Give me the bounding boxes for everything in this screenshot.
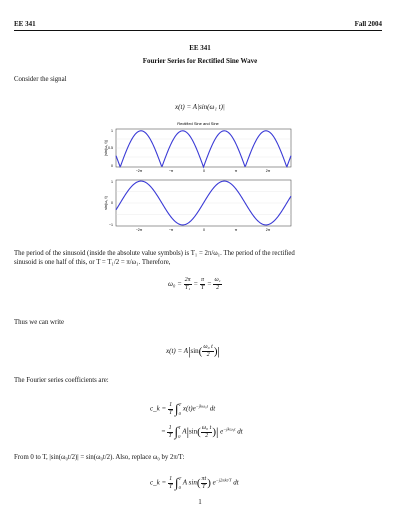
frac [167,425,172,440]
bottom-xtick: π [234,228,238,232]
from-text: From 0 to T, |sin(ω₀t/2)| = sin(ω₀t/2). Also, replace ω₀ by 2π/T: [14,454,185,461]
abs-bar: | [215,424,219,439]
frac-num: 1 [169,475,173,482]
period-text-2: sinusoid is one half of this, or T = T₁/2 = π/ω₁. Therefore, [14,259,171,266]
coeffs-text: The Fourier series coefficients are: [14,377,109,384]
frac-num: 1 [169,401,173,408]
bottom-ytick-1: 1 [111,180,113,184]
eq-c1 [150,400,215,418]
frac-num: π [201,277,205,283]
header-course: EE 341 [14,20,36,28]
period-text-1: The period of the sinusoid (inside the absolute value symbols) is T₁ = 2π/ω₁. The period of the rectified [14,250,295,257]
top-xtick: 0 [203,169,205,173]
integral-sign: ∫ [175,475,179,490]
eq-c3 [150,474,239,492]
equals: = [206,280,212,289]
exponent: −jkω₀t [195,403,208,409]
equals: = [161,478,167,487]
top-ytick-05: 0.5 [108,146,113,150]
sin-text: sin [188,427,198,436]
limits [179,474,182,492]
frac [202,344,214,359]
lower-limit: 0 [178,434,181,439]
equals: = [193,280,199,289]
top-xtick: −2π [135,169,143,173]
eq-write-lhs: x(t) = A [166,347,189,356]
title-subject: Fourier Series for Rectified Sine Wave [142,57,258,65]
paren: ) [213,345,218,358]
header-term: Fall 2004 [354,20,382,28]
thus-text: Thus we can write [14,319,65,326]
eq-omega-lhs: ω₀ = [168,280,182,289]
e-base: e [220,427,224,436]
top-series-line [116,131,291,167]
dt: dt [209,404,216,413]
top-xtick: 2π [265,169,271,173]
page-header [14,20,382,28]
equals: = [161,427,166,436]
bottom-ytick-m1: −1 [108,223,113,227]
frac-den: T [168,409,173,416]
exponent: −jkω₀t [223,426,236,432]
integral-sign: ∫ [175,401,179,416]
consider-text: Consider the signal [14,76,67,83]
frac-den: 2 [205,432,209,439]
bottom-xtick: 2π [265,228,271,232]
frac [168,476,173,491]
top-grid [116,139,291,157]
bottom-xtick: 0 [203,228,205,232]
bottom-ytick-0: 0 [111,201,113,205]
abs-bar: | [188,344,191,358]
integral-sign: ∫ [174,424,179,439]
upper-limit: T [178,476,182,481]
upper-limit: T [178,425,181,430]
frac [168,402,173,417]
top-ytick-0: 0 [111,164,113,168]
frac-num: πt [201,475,207,482]
dt: dt [233,478,239,487]
frac [200,277,205,292]
lower-limit: 0 [178,485,181,490]
title-course: EE 341 [189,44,211,52]
frac-num: ω₀ t [203,344,213,350]
upper-limit: T [178,402,182,407]
frac [213,277,221,292]
eq-omega [168,277,222,292]
frac-den: 2 [216,285,220,291]
frac [201,425,213,440]
amplitude-sin: A sin [182,478,197,487]
eq-c2 [161,423,243,441]
bottom-xtick: −2π [135,228,143,232]
frac-den: T [200,285,205,291]
frac-num: 1 [168,424,172,431]
paren: ) [207,477,211,489]
equals: = [161,404,167,413]
frac-den: T [202,483,206,490]
frac-den: T₁ [184,285,191,291]
frac-den: T [168,432,172,439]
figure [0,119,400,239]
frac-den: T [168,483,173,490]
exponent: −j2πkt/T [215,477,232,483]
lower-limit: 0 [178,411,181,416]
paren: ( [198,345,203,358]
e-base: e [212,478,216,487]
ck: c_k [150,478,160,487]
top-ytick-1: 1 [111,129,113,133]
frac [184,277,192,292]
ck: c_k [150,404,160,413]
sin-text: sin [190,347,199,356]
integrand: x(t)e [182,404,196,413]
abs-bar: | [217,344,220,358]
top-xtick: −π [168,169,174,173]
amplitude: A [182,427,187,436]
limits [179,400,182,418]
paren: ) [212,426,216,438]
paren: ( [197,426,201,438]
top-xtick: π [234,169,238,173]
bottom-xtick: −π [168,228,174,232]
frac-den: 2 [206,352,210,358]
frac-num: 2π [184,277,191,283]
paren: ( [196,477,201,489]
eq-write [166,344,220,359]
limits [178,423,181,441]
dt: dt [237,427,243,436]
header-rule [14,30,382,31]
top-plot-title: Rectified Sine and Sine [177,121,219,126]
frac-num: ω₁ [214,277,221,283]
frac-num: ω₀ t [201,424,212,431]
page-number: 1 [198,498,202,506]
abs-bar: | [186,424,189,439]
bottom-ylabel: sin(ω₁ t) [104,196,108,210]
eq-signal: x(t) = A|sin(ω₁ t)| [175,103,225,111]
top-ylabel: |sin(ω₁ t)| [104,140,108,156]
